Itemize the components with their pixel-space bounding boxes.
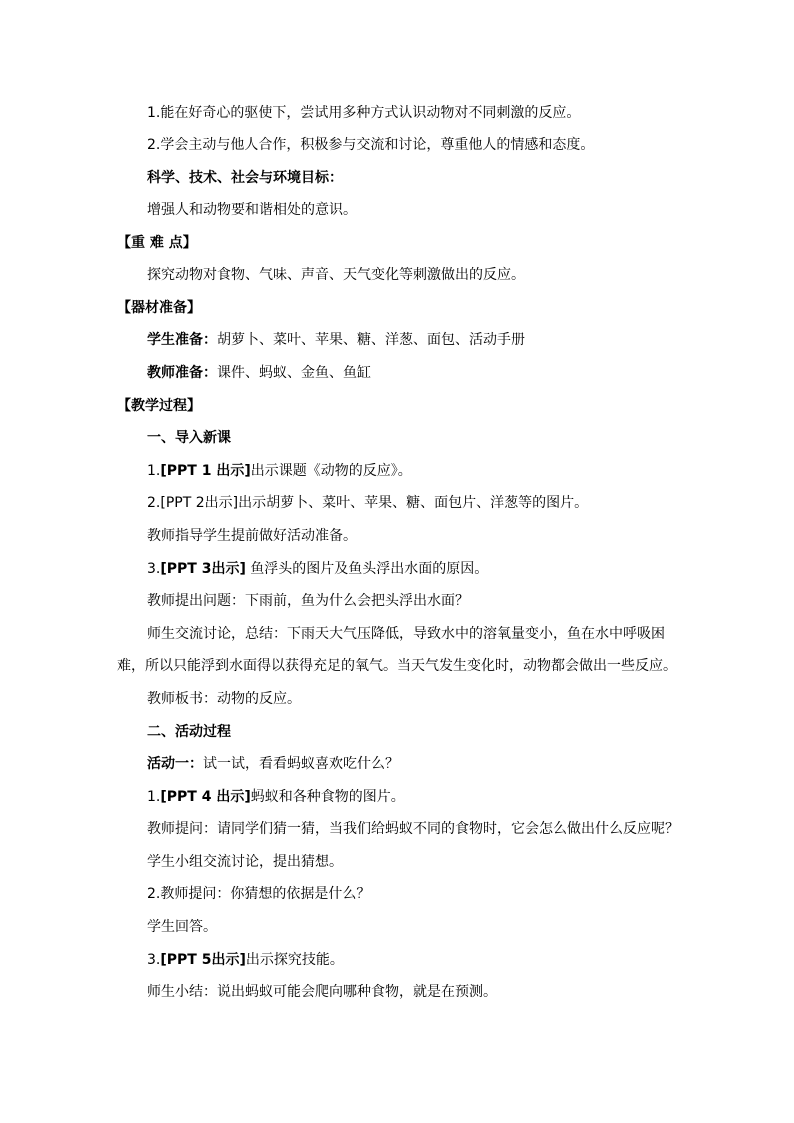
teacher-question: 教师提出问题：下雨前，鱼为什么会把头浮出水面？: [147, 593, 469, 609]
sts-goal-text: 增强人和动物要和谐相处的意识。: [147, 202, 357, 218]
student-prep: [147, 331, 525, 349]
activity-1-label: 活动一：: [147, 756, 203, 772]
ppt-tag: [PPT 5出示]: [160, 952, 246, 968]
summary-note: 师生小结：说出蚂蚁可能会爬向哪种食物，就是在预测。: [147, 984, 497, 1000]
activity-step-3-number: 3.: [147, 952, 161, 968]
teacher-prep: [147, 364, 371, 382]
student-answer: 学生回答。: [147, 919, 217, 935]
board-note: 教师板书：动物的反应。: [147, 691, 301, 707]
process-heading: 【教学过程】: [117, 398, 201, 414]
intro-step-1-text: 出示课题《动物的反应》。: [250, 463, 412, 479]
part2-title: 二、活动过程: [147, 724, 231, 740]
intro-step-1: [147, 462, 412, 480]
intro-step-3: [147, 560, 488, 578]
key-points-text: 探究动物对食物、气味、声音、天气变化等刺激做出的反应。: [147, 267, 525, 283]
activity-1: [147, 755, 399, 773]
intro-step-3-text: 鱼浮头的图片及鱼头浮出水面的原因。: [245, 561, 489, 577]
ppt-tag: [PPT 4 出示]: [160, 789, 251, 805]
materials-heading: 【器材准备】: [117, 300, 201, 316]
activity-step-2: 2.教师提问：你猜想的依据是什么？: [147, 886, 371, 902]
activity-step-1-number: 1.: [147, 789, 161, 805]
teacher-prep-text: 课件、蚂蚁、金鱼、鱼缸: [217, 365, 371, 381]
discussion-paragraph: 师生交流讨论，总结：下雨天大气压降低，导致水中的溶氧量变小，鱼在水中呼吸困难，所以只能浮到水面得以获得充足的氧气。当天气发生变化时，动物都会做出一些反应。: [117, 626, 677, 674]
activity-step-1-text: 蚂蚁和各种食物的图片。: [250, 789, 405, 805]
activity-1-text: 试一试，看看蚂蚁喜欢吃什么？: [203, 756, 399, 772]
key-points-heading: 【重 难 点】: [117, 235, 197, 251]
part1-title: 一、导入新课: [147, 430, 231, 446]
student-discussion: 学生小组交流讨论，提出猜想。: [147, 854, 343, 870]
activity-step-3: [147, 951, 344, 969]
goal-item-1: 1.能在好奇心的驱使下，尝试用多种方式认识动物对不同刺激的反应。: [147, 105, 581, 121]
activity-step-3-text: 出示探究技能。: [245, 952, 344, 968]
teacher-question-2: 教师提问：请同学们猜一猜，当我们给蚂蚁不同的食物时，它会怎么做出什么反应呢？: [147, 821, 679, 837]
intro-step-1-number: 1.: [147, 463, 161, 479]
teacher-prep-label: 教师准备：: [147, 365, 217, 381]
intro-note: 教师指导学生提前做好活动准备。: [147, 528, 357, 544]
intro-step-2: 2.[PPT 2出示]出示胡萝卜、菜叶、苹果、糖、面包片、洋葱等的图片。: [147, 495, 589, 511]
ppt-tag: [PPT 1 出示]: [160, 463, 251, 479]
ppt-tag: [PPT 3出示]: [160, 561, 246, 577]
student-prep-label: 学生准备：: [147, 332, 217, 348]
student-prep-text: 胡萝卜、菜叶、苹果、糖、洋葱、面包、活动手册: [217, 332, 525, 348]
goal-item-2: 2.学会主动与他人合作，积极参与交流和讨论，尊重他人的情感和态度。: [147, 137, 595, 153]
sts-goal-title: 科学、技术、社会与环境目标：: [147, 170, 343, 186]
activity-step-1: [147, 788, 405, 806]
intro-step-3-number: 3.: [147, 561, 161, 577]
